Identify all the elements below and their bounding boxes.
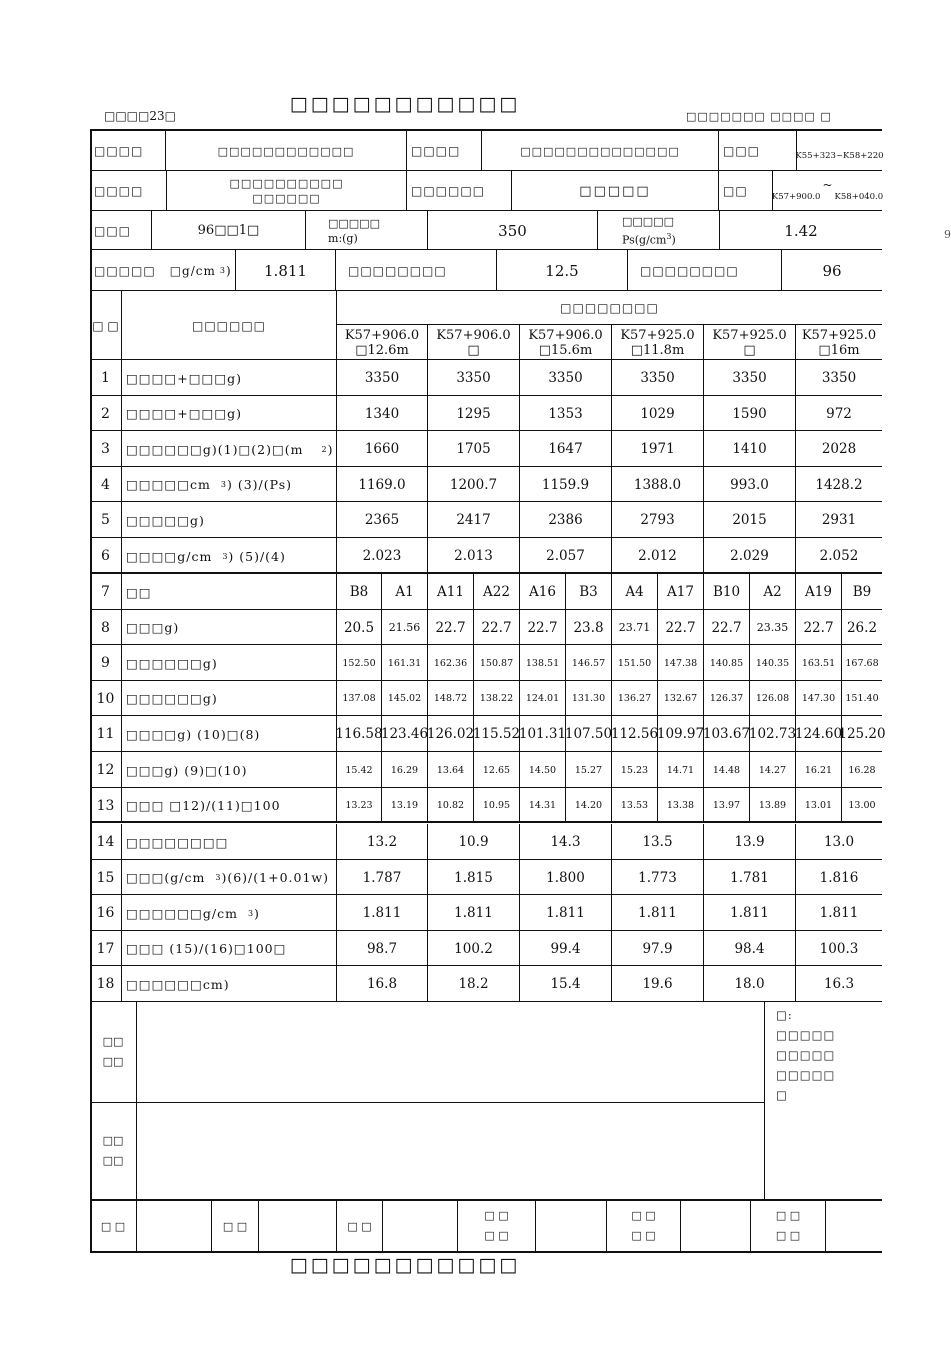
table-cell: 22.7 bbox=[796, 610, 842, 645]
table-cell: 20.5 bbox=[337, 610, 382, 645]
section-name-line1: □□□□□□□□□□ bbox=[229, 177, 344, 190]
table-cell: 116.58 bbox=[337, 716, 382, 752]
table-row bbox=[90, 860, 882, 895]
table-cell: 2417 bbox=[428, 502, 520, 538]
table-cell: 140.85 bbox=[704, 645, 750, 681]
table-cell: 21.56 bbox=[382, 610, 428, 645]
station-header bbox=[337, 325, 428, 360]
optimum-moisture-value: 12.5 bbox=[497, 250, 628, 291]
table-cell: 145.02 bbox=[382, 681, 428, 716]
row-label: □□□□□cm 3 ) (3)/(Ps) bbox=[122, 467, 337, 502]
table-cell: 23.8 bbox=[566, 610, 612, 645]
required-compaction-value: 96 bbox=[822, 261, 842, 280]
table-cell: 13.9 bbox=[704, 824, 796, 860]
footer-title: □□□□□□□□□□□ bbox=[289, 1254, 521, 1276]
row-number: 17 bbox=[90, 931, 122, 966]
row-number: 13 bbox=[90, 788, 122, 823]
table-cell: 22.7 bbox=[658, 610, 704, 645]
table-row bbox=[90, 716, 886, 752]
label-contractor: □□□□ bbox=[407, 131, 482, 171]
table-cell: 14.31 bbox=[520, 788, 566, 823]
sig-field-4[interactable] bbox=[536, 1201, 607, 1251]
table-row bbox=[90, 467, 882, 502]
row-label: □□□□□□g) bbox=[122, 645, 337, 681]
sig-label-4: □ □ □ □ bbox=[458, 1201, 536, 1251]
row-number: 9 bbox=[90, 645, 122, 681]
header-row-2 bbox=[90, 171, 882, 211]
remarks-note: □: □□□□□ □□□□□ □□□□□ □ bbox=[776, 1008, 836, 1102]
table-cell: 3350 bbox=[821, 370, 857, 386]
table-cell: 2931 bbox=[821, 512, 857, 528]
row-number: 2 bbox=[90, 396, 122, 431]
table-cell: 972 bbox=[826, 405, 852, 422]
table-cell: 115.52 bbox=[474, 716, 520, 752]
table-row bbox=[90, 538, 882, 574]
header-row-4 bbox=[90, 250, 882, 291]
table-cell: 13.5 bbox=[612, 824, 704, 860]
section-name-line2: □□□□□□ bbox=[252, 192, 321, 205]
table-cell: 101.31 bbox=[520, 716, 566, 752]
row-label: □□□ □12)/(11)□100 bbox=[122, 788, 337, 823]
table-cell: B3 bbox=[566, 574, 612, 610]
table-cell: 1705 bbox=[428, 431, 520, 467]
table-cell: 1159.9 bbox=[520, 467, 612, 502]
table-cell: 3350 bbox=[337, 360, 428, 396]
table-cell: 97.9 bbox=[612, 931, 704, 966]
sig-label-6: □ □ □ □ bbox=[751, 1201, 826, 1251]
row-label: □□ bbox=[122, 574, 337, 610]
table-cell: 99.4 bbox=[520, 931, 612, 966]
row-number: 18 bbox=[90, 966, 122, 1002]
table-row bbox=[90, 931, 882, 966]
material-name: □□□□□ bbox=[512, 171, 719, 211]
table-cell: 162.36 bbox=[428, 645, 474, 681]
label-sand-density bbox=[598, 211, 720, 250]
table-cell: 13.38 bbox=[658, 788, 704, 823]
header-row-1 bbox=[90, 131, 882, 171]
sig-field-5[interactable] bbox=[681, 1201, 751, 1251]
table-cell: 2.057 bbox=[520, 538, 612, 574]
row-label: □□□ (15)/(16)□100□ bbox=[122, 931, 337, 966]
row-number: 7 bbox=[90, 574, 122, 610]
table-cell: 10.95 bbox=[474, 788, 520, 823]
table-cell: 19.6 bbox=[612, 966, 704, 1002]
table-cell: 2.052 bbox=[819, 548, 859, 564]
table-cell: 2793 bbox=[612, 502, 704, 538]
row-label: □□□□□□g)(1)□(2)□(m 2 ) bbox=[122, 431, 337, 467]
table-cell: 1.811 bbox=[612, 895, 704, 931]
table-cell: 18.2 bbox=[428, 966, 520, 1002]
station-code: K57+925.0 bbox=[801, 327, 877, 343]
table-cell: 1.811 bbox=[704, 895, 796, 931]
row-number: 11 bbox=[90, 716, 122, 752]
table-cell: A19 bbox=[796, 574, 842, 610]
station-to: K58+040.0 bbox=[834, 192, 884, 202]
table-cell: 16.3 bbox=[823, 976, 855, 992]
table-cell: B9 bbox=[852, 584, 872, 600]
table-cell: 13.97 bbox=[704, 788, 750, 823]
sand-density-label-line2: $Ps(g/cm^3)$ bbox=[622, 231, 676, 247]
table-cell: 1.811 bbox=[819, 905, 859, 921]
station-offset: □11.8m bbox=[630, 342, 685, 358]
table-cell: 15.27 bbox=[566, 752, 612, 788]
table-cell: 147.38 bbox=[658, 645, 704, 681]
table-cell: 102.73 bbox=[750, 716, 796, 752]
station-offset: □16m bbox=[818, 342, 860, 358]
table-cell: 23.35 bbox=[750, 610, 796, 645]
table-cell: 14.50 bbox=[520, 752, 566, 788]
row-label: □□□□□□g/cm 3 ) bbox=[122, 895, 337, 931]
table-cell: 1660 bbox=[337, 431, 428, 467]
station-tilde: ~ bbox=[822, 178, 833, 192]
table-cell: 13.89 bbox=[750, 788, 796, 823]
remarks-area bbox=[90, 1002, 882, 1201]
table-cell: 22.7 bbox=[474, 610, 520, 645]
sig-label-1: □ □ bbox=[90, 1201, 137, 1251]
table-cell: 1647 bbox=[520, 431, 612, 467]
row-label: □□□□+□□□g) bbox=[122, 396, 337, 431]
table-cell: 147.30 bbox=[796, 681, 842, 716]
sand-mass-label-line2: m:(g) bbox=[328, 231, 358, 245]
contractor-name: □□□□□□□□□□□□□□ bbox=[482, 131, 719, 171]
label-contract: □□□ bbox=[719, 131, 797, 171]
table-cell: 1340 bbox=[337, 396, 428, 431]
table-row bbox=[90, 895, 882, 931]
table-row bbox=[90, 824, 882, 860]
table-cell: 161.31 bbox=[382, 645, 428, 681]
label-max-dry-density: □□□□□ □g/cm 3 ) bbox=[90, 250, 236, 291]
table-cell: 123.46 bbox=[382, 716, 428, 752]
station-header bbox=[520, 325, 612, 360]
table-cell: 13.00 bbox=[848, 800, 876, 811]
table-cell: 16.21 bbox=[796, 752, 842, 788]
table-cell: B10 bbox=[704, 574, 750, 610]
table-cell: 150.87 bbox=[474, 645, 520, 681]
form-code: □□□□□□□ □□□□ □ bbox=[686, 110, 832, 123]
table-cell: 15.42 bbox=[337, 752, 382, 788]
table-cell: 126.37 bbox=[704, 681, 750, 716]
table-cell: 10.9 bbox=[428, 824, 520, 860]
station-code: K57+925.0 bbox=[620, 327, 695, 343]
station-code: K57+906.0 bbox=[436, 327, 511, 343]
row-label: □□□□□g) bbox=[122, 502, 337, 538]
row-label: □□□g) (9)□(10) bbox=[122, 752, 337, 788]
remarks-body bbox=[137, 1002, 765, 1199]
station-range bbox=[773, 171, 882, 211]
table-cell: 13.23 bbox=[337, 788, 382, 823]
table-cell: 124.60 bbox=[796, 716, 842, 752]
row-number: 10 bbox=[90, 681, 122, 716]
table-cell: 2028 bbox=[821, 441, 857, 457]
station-code: K57+906.0 bbox=[344, 327, 420, 343]
table-row bbox=[90, 360, 882, 396]
table-cell: 167.68 bbox=[845, 657, 879, 669]
label-station: □□ bbox=[719, 171, 773, 211]
row-number: 6 bbox=[90, 538, 122, 574]
table-cell: 1.773 bbox=[612, 860, 704, 895]
table-cell: 100.2 bbox=[428, 931, 520, 966]
table-cell: 14.71 bbox=[658, 752, 704, 788]
row-label: □□□□+□□□g) bbox=[122, 360, 337, 396]
sig-field-3[interactable] bbox=[383, 1201, 458, 1251]
table-cell: 3350 bbox=[704, 360, 796, 396]
section-name bbox=[167, 171, 407, 211]
table-cell: 98.7 bbox=[337, 931, 428, 966]
test-type-value: 96□□1□ bbox=[152, 211, 306, 250]
table-cell: 1.811 bbox=[428, 895, 520, 931]
sand-mass-value: 350 bbox=[428, 211, 598, 250]
no-header: □ □ bbox=[90, 291, 122, 360]
table-cell: 14.3 bbox=[520, 824, 612, 860]
station-header bbox=[428, 325, 520, 360]
table-cell: 2365 bbox=[337, 502, 428, 538]
table-cell: 1.800 bbox=[520, 860, 612, 895]
table-cell: 1200.7 bbox=[428, 467, 520, 502]
row-number: 4 bbox=[90, 467, 122, 502]
table-cell: 151.40 bbox=[845, 693, 879, 704]
label-optimum-moisture: □□□□□□□□ bbox=[336, 250, 497, 291]
table-cell: 138.51 bbox=[520, 645, 566, 681]
label-required-compaction: □□□□□□□□ bbox=[628, 250, 782, 291]
label-material: □□□□□□ bbox=[407, 171, 512, 211]
table-row bbox=[90, 502, 882, 538]
table-cell: 1.781 bbox=[704, 860, 796, 895]
table-cell: 2.029 bbox=[704, 538, 796, 574]
station-offset: □ bbox=[743, 342, 756, 358]
table-cell: 13.01 bbox=[796, 788, 842, 823]
table-cell: 1.815 bbox=[428, 860, 520, 895]
group-header: □□□□□□□□ bbox=[337, 291, 882, 325]
table-row bbox=[90, 610, 882, 645]
sig-label-5: □ □ □ □ bbox=[607, 1201, 681, 1251]
sand-density-label-line1: □□□□□ bbox=[622, 214, 674, 228]
table-cell: 1353 bbox=[520, 396, 612, 431]
table-header bbox=[90, 291, 882, 360]
table-cell: 112.56 bbox=[612, 716, 658, 752]
station-header bbox=[612, 325, 704, 360]
row-label: □□□g) bbox=[122, 610, 337, 645]
table-cell: 125.20 bbox=[838, 726, 886, 742]
table-cell: 163.51 bbox=[796, 645, 842, 681]
table-cell: 3350 bbox=[428, 360, 520, 396]
table-cell: A4 bbox=[612, 574, 658, 610]
table-cell: 15.4 bbox=[520, 966, 612, 1002]
row-label: □□□(g/cm 3 )(6)/(1+0.01w) bbox=[122, 860, 337, 895]
table-cell: 103.67 bbox=[704, 716, 750, 752]
table-row bbox=[90, 396, 882, 431]
sand-density-value: 1.42 bbox=[784, 221, 818, 240]
edge-mark: 9 bbox=[944, 228, 951, 241]
table-cell: 13.53 bbox=[612, 788, 658, 823]
station-from: K57+900.0 bbox=[771, 192, 821, 202]
row-number: 14 bbox=[90, 824, 122, 860]
table-cell: A11 bbox=[428, 574, 474, 610]
table-cell: 1.811 bbox=[337, 895, 428, 931]
station-offset: □15.6m bbox=[538, 342, 593, 358]
table-cell: 13.64 bbox=[428, 752, 474, 788]
table-cell: 1410 bbox=[704, 431, 796, 467]
row-number: 3 bbox=[90, 431, 122, 467]
station-header bbox=[704, 325, 796, 360]
table-cell: 148.72 bbox=[428, 681, 474, 716]
table-cell: 12.65 bbox=[474, 752, 520, 788]
table-cell: 136.27 bbox=[612, 681, 658, 716]
table-cell: 1.787 bbox=[337, 860, 428, 895]
table-cell: 18.0 bbox=[704, 966, 796, 1002]
station-offset: □ bbox=[467, 342, 480, 358]
table-row bbox=[90, 645, 882, 681]
row-label: □□□□g) (10)□(8) bbox=[122, 716, 337, 752]
table-cell: 146.57 bbox=[566, 645, 612, 681]
table-row bbox=[90, 752, 882, 788]
table-cell: 2386 bbox=[520, 502, 612, 538]
max-dry-density-value: 1.811 bbox=[236, 250, 336, 291]
table-cell: 2.023 bbox=[337, 538, 428, 574]
table-cell: 14.27 bbox=[750, 752, 796, 788]
table-row bbox=[90, 431, 882, 467]
table-cell: 140.35 bbox=[750, 645, 796, 681]
table-cell: 10.82 bbox=[428, 788, 474, 823]
signature-row bbox=[90, 1201, 882, 1253]
table-cell: 1029 bbox=[612, 396, 704, 431]
table-cell: 14.48 bbox=[704, 752, 750, 788]
table-cell: 993.0 bbox=[704, 467, 796, 502]
table-cell: 3350 bbox=[520, 360, 612, 396]
row-label: □□□□□□g) bbox=[122, 681, 337, 716]
station-offset: □12.6m bbox=[355, 342, 409, 358]
table-cell: 1.811 bbox=[520, 895, 612, 931]
sig-label-3: □ □ bbox=[337, 1201, 383, 1251]
contract-range: K55+323~K58+220 bbox=[795, 151, 884, 161]
row-number: 5 bbox=[90, 502, 122, 538]
form-number: □□□□23□ bbox=[104, 109, 176, 123]
label-sand-mass bbox=[306, 211, 428, 250]
table-cell: 132.67 bbox=[658, 681, 704, 716]
station-code: K57+925.0 bbox=[712, 327, 787, 343]
station-code: K57+906.0 bbox=[528, 327, 603, 343]
table-row bbox=[90, 788, 882, 823]
row-label: □□□□□□□□ bbox=[122, 824, 337, 860]
sand-mass-label-line1: □□□□□ bbox=[328, 216, 380, 230]
station-header bbox=[796, 325, 882, 360]
row-label: □□□□□□cm) bbox=[122, 966, 337, 1002]
sig-field-2[interactable] bbox=[259, 1201, 337, 1251]
table-row bbox=[90, 574, 882, 610]
table-cell: 1971 bbox=[612, 431, 704, 467]
table-cell: 13.19 bbox=[382, 788, 428, 823]
table-cell: 131.30 bbox=[566, 681, 612, 716]
table-cell: A16 bbox=[520, 574, 566, 610]
header-row-3 bbox=[90, 211, 882, 250]
table-cell: 137.08 bbox=[337, 681, 382, 716]
table-cell: 126.02 bbox=[428, 716, 474, 752]
row-number: 8 bbox=[90, 610, 122, 645]
table-cell: 2015 bbox=[704, 502, 796, 538]
remarks-b-label: □□ □□ bbox=[90, 1102, 137, 1199]
table-cell: 98.4 bbox=[704, 931, 796, 966]
table-cell: 16.29 bbox=[382, 752, 428, 788]
table-cell: 14.20 bbox=[566, 788, 612, 823]
table-cell: 22.7 bbox=[520, 610, 566, 645]
row-number: 15 bbox=[90, 860, 122, 895]
table-cell: 1295 bbox=[428, 396, 520, 431]
table-cell: 1590 bbox=[704, 396, 796, 431]
remarks-a-label: □□ □□ bbox=[90, 1002, 137, 1102]
sig-field-6[interactable] bbox=[826, 1201, 882, 1251]
table-cell: 138.22 bbox=[474, 681, 520, 716]
table-cell: 22.7 bbox=[428, 610, 474, 645]
table-cell: 16.8 bbox=[337, 966, 428, 1002]
table-cell: 3350 bbox=[612, 360, 704, 396]
table-cell: 109.97 bbox=[658, 716, 704, 752]
table-cell: A22 bbox=[474, 574, 520, 610]
table-cell: B8 bbox=[337, 574, 382, 610]
table-cell: A1 bbox=[382, 574, 428, 610]
table-cell: 1169.0 bbox=[337, 467, 428, 502]
table-cell: 23.71 bbox=[612, 610, 658, 645]
row-number: 1 bbox=[90, 360, 122, 396]
table-cell: 100.3 bbox=[819, 940, 859, 957]
table-cell: 124.01 bbox=[520, 681, 566, 716]
table-cell: 15.23 bbox=[612, 752, 658, 788]
sig-label-2: □ □ bbox=[212, 1201, 259, 1251]
table-cell: 107.50 bbox=[566, 716, 612, 752]
table-cell: 152.50 bbox=[337, 645, 382, 681]
table-cell: 126.08 bbox=[750, 681, 796, 716]
table-cell: A17 bbox=[658, 574, 704, 610]
table-cell: 2.013 bbox=[428, 538, 520, 574]
table-cell: 1.816 bbox=[819, 869, 859, 886]
label-project: □□□□ bbox=[90, 131, 166, 171]
item-header: □□□□□□ bbox=[122, 291, 337, 360]
table-cell: 151.50 bbox=[612, 645, 658, 681]
label-test-type: □□□ bbox=[90, 211, 152, 250]
table-cell: 1428.2 bbox=[815, 476, 863, 493]
row-number: 12 bbox=[90, 752, 122, 788]
row-number: 16 bbox=[90, 895, 122, 931]
table-cell: 22.7 bbox=[704, 610, 750, 645]
table-cell: 13.0 bbox=[823, 834, 855, 850]
table-cell: 2.012 bbox=[612, 538, 704, 574]
project-name: □□□□□□□□□□□□ bbox=[166, 131, 407, 171]
table-row bbox=[90, 966, 882, 1002]
table-cell: 16.28 bbox=[848, 764, 876, 776]
table-cell: A2 bbox=[750, 574, 796, 610]
form-title: □□□□□□□□□□□ bbox=[289, 93, 521, 115]
label-section: □□□□ bbox=[90, 171, 167, 211]
table-cell: 13.2 bbox=[337, 824, 428, 860]
sig-field-1[interactable] bbox=[137, 1201, 212, 1251]
table-cell: 26.2 bbox=[846, 619, 878, 636]
table-row bbox=[90, 681, 882, 716]
table-cell: 1388.0 bbox=[612, 467, 704, 502]
row-label: □□□□g/cm 3 ) (5)/(4) bbox=[122, 538, 337, 574]
